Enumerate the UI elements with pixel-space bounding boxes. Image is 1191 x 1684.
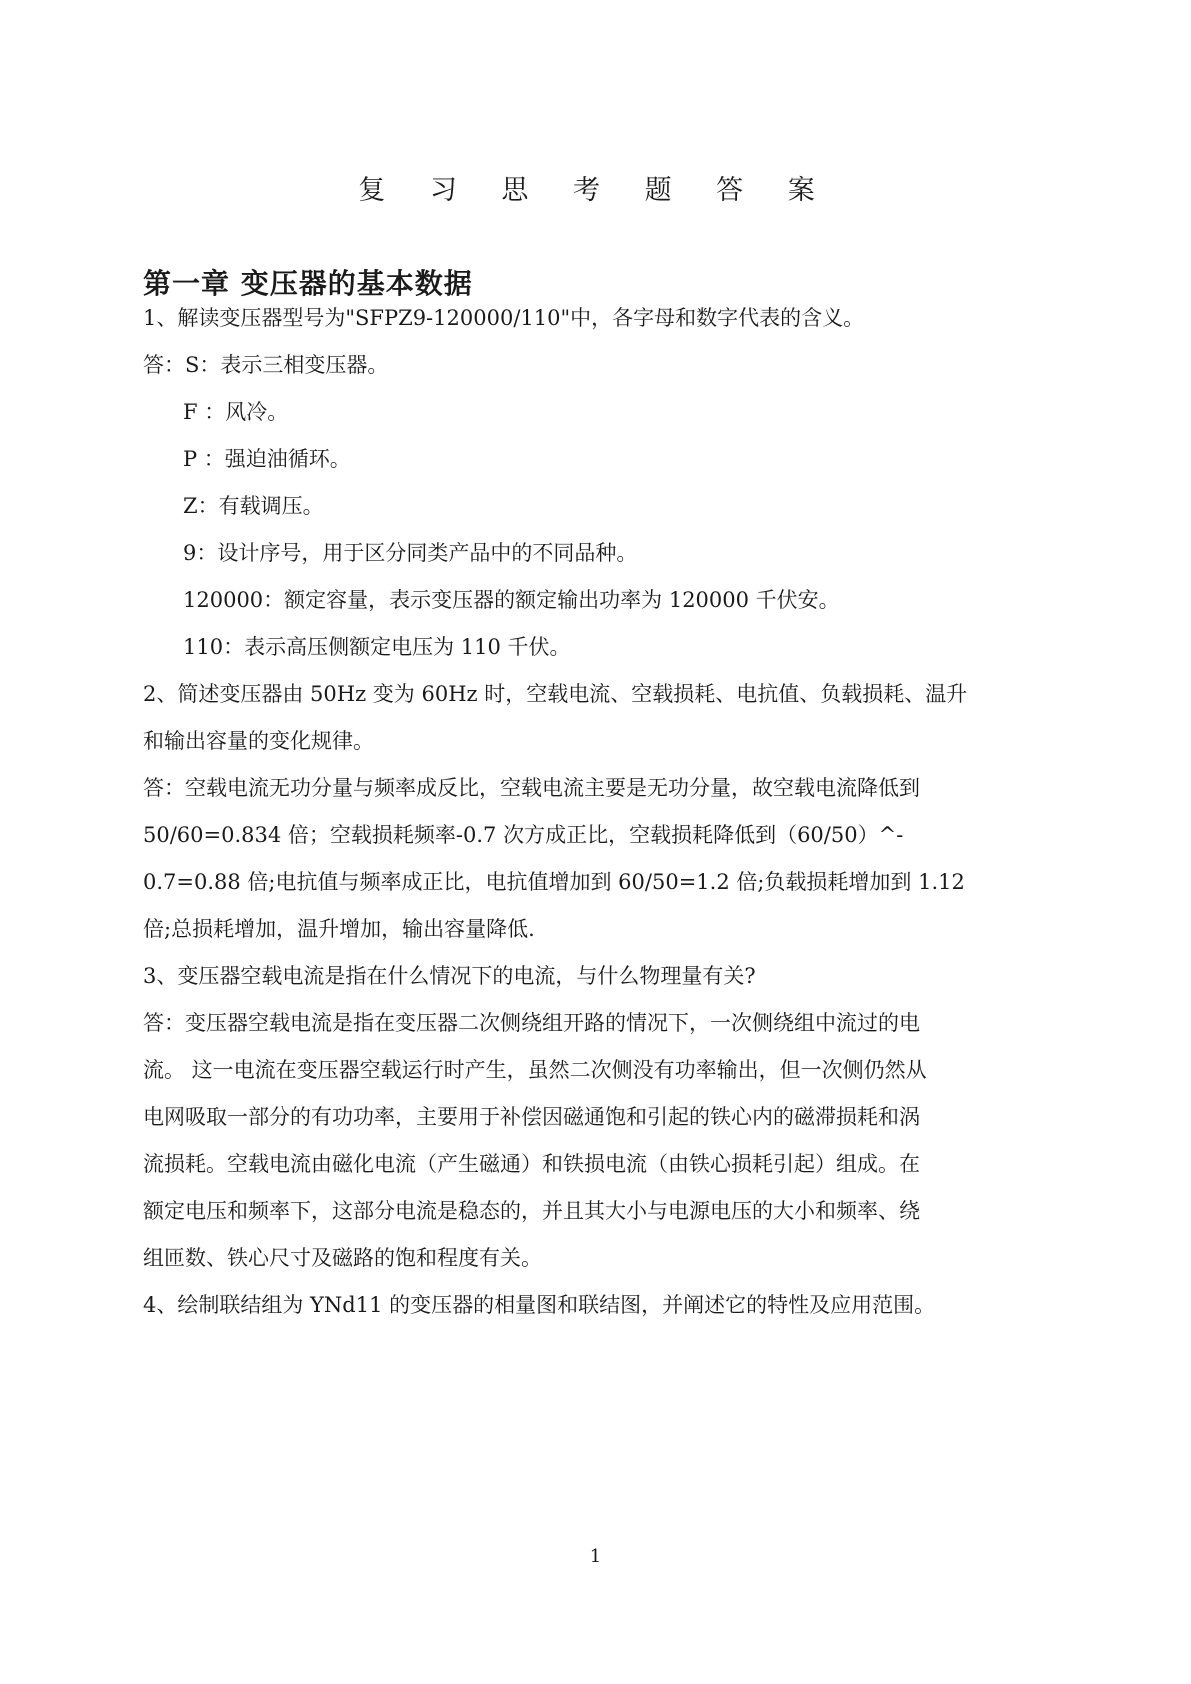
question-1: 1、解读变压器型号为"SFPZ9-120000/110"中，各字母和数字代表的含义。 — [143, 306, 865, 330]
question-2-line-2: 和输出容量的变化规律。 — [143, 729, 374, 753]
answer-1-item-f: F ：风冷。 — [183, 400, 289, 424]
answer-1-item-120000: 120000：额定容量，表示变压器的额定输出功率为 120000 千伏安。 — [183, 588, 840, 612]
answer-3-line-6: 组匝数、铁心尺寸及磁路的饱和程度有关。 — [143, 1246, 542, 1270]
answer-3-line-1: 答：变压器空载电流是指在变压器二次侧绕组开路的情况下，一次侧绕组中流过的电 — [143, 1011, 920, 1035]
answer-2-line-1: 答：空载电流无功分量与频率成反比，空载电流主要是无功分量，故空载电流降低到 — [143, 776, 920, 800]
document-title: 复 习 思 考 题 答 案 — [358, 175, 833, 206]
answer-1-item-z: Z：有载调压。 — [183, 494, 324, 518]
question-2-line-1: 2、简述变压器由 50Hz 变为 60Hz 时，空载电流、空载损耗、电抗值、负载损耗、温升 — [143, 682, 968, 706]
answer-1-intro: 答：S：表示三相变压器。 — [143, 353, 389, 377]
answer-2-line-3: 0.7=0.88 倍;电抗值与频率成正比，电抗值增加到 60/50=1.2 倍;负载损耗增加到 1.12 — [143, 870, 965, 894]
answer-3-line-3: 电网吸取一部分的有功功率，主要用于补偿因磁通饱和引起的铁心内的磁滞损耗和涡 — [143, 1105, 920, 1129]
answer-3-line-5: 额定电压和频率下，这部分电流是稳态的，并且其大小与电源电压的大小和频率、绕 — [143, 1199, 920, 1223]
answer-1-item-9: 9：设计序号，用于区分同类产品中的不同品种。 — [183, 541, 638, 565]
answer-1-item-p: P ：强迫油循环。 — [183, 447, 351, 471]
answer-3-line-2: 流。 这一电流在变压器空载运行时产生，虽然二次侧没有功率输出，但一次侧仍然从 — [143, 1058, 927, 1082]
question-3: 3、变压器空载电流是指在什么情况下的电流，与什么物理量有关? — [143, 964, 756, 988]
answer-2-line-4: 倍;总损耗增加，温升增加，输出容量降低. — [143, 917, 535, 941]
answer-2-line-2: 50/60=0.834 倍；空载损耗频率-0.7 次方成正比，空载损耗降低到（60/50）^- — [143, 823, 904, 847]
page-number: 1 — [589, 1546, 602, 1567]
document-body — [143, 295, 1048, 1329]
answer-3-line-4: 流损耗。空载电流由磁化电流（产生磁通）和铁损电流（由铁心损耗引起）组成。在 — [143, 1152, 920, 1176]
question-4: 4、绘制联结组为 YNd11 的变压器的相量图和联结图，并阐述它的特性及应用范围。 — [143, 1293, 936, 1317]
chapter-heading: 第一章 变压器的基本数据 — [143, 267, 473, 300]
answer-1-item-110: 110：表示高压侧额定电压为 110 千伏。 — [183, 635, 571, 659]
